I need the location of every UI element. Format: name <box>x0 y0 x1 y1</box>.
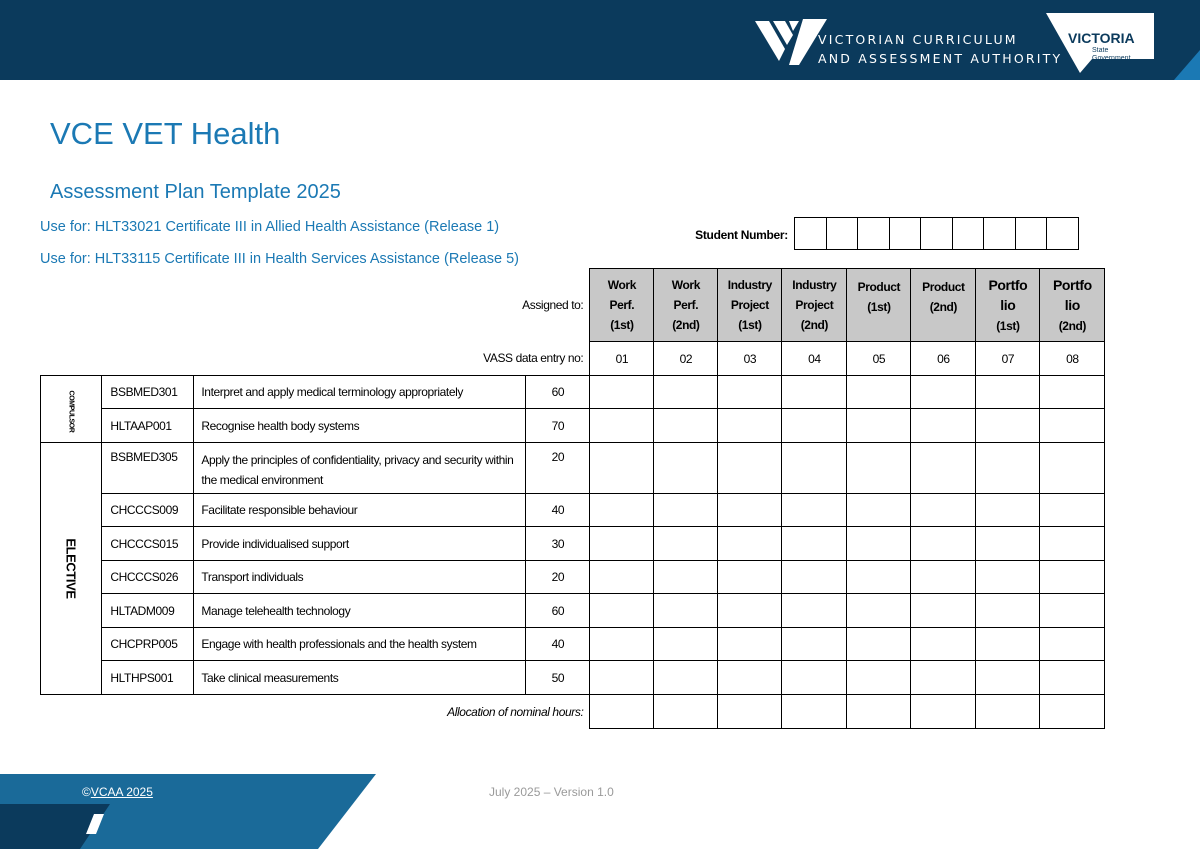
assessment-cell[interactable] <box>654 527 718 561</box>
assigned-to-label: Assigned to: <box>522 298 584 312</box>
unit-name: Transport individuals <box>194 561 526 594</box>
vass-number: 01 <box>590 342 654 376</box>
page-title: VCE VET Health <box>50 116 281 151</box>
allocation-row <box>41 695 1105 729</box>
assessment-cell[interactable] <box>1040 376 1105 409</box>
victoria-logo-subtitle <box>1092 47 1131 63</box>
assessment-cell[interactable] <box>590 594 654 628</box>
assessment-cell[interactable] <box>590 661 654 695</box>
assessment-cell[interactable] <box>976 561 1040 594</box>
assessment-cell[interactable] <box>590 494 654 527</box>
assessment-plan-table <box>40 268 1105 729</box>
table-row <box>41 376 1105 409</box>
assessment-cell[interactable] <box>782 561 847 594</box>
header-corner-stripe <box>1160 0 1200 80</box>
column-header: Portfo lio (1st) <box>976 269 1040 342</box>
assessment-cell[interactable] <box>1040 561 1105 594</box>
org-line-1: VICTORIAN CURRICULUM <box>818 32 1018 47</box>
vass-label: VASS data entry no: <box>483 351 584 366</box>
vass-number: 06 <box>911 342 976 376</box>
student-number-digit[interactable] <box>1047 218 1078 249</box>
copyright-symbol: © <box>82 785 91 799</box>
header-bar <box>0 0 1200 80</box>
vass-number: 05 <box>847 342 911 376</box>
assessment-cell[interactable] <box>782 628 847 661</box>
vass-number: 02 <box>654 342 718 376</box>
vass-number: 07 <box>976 342 1040 376</box>
student-number-digit[interactable] <box>921 218 953 249</box>
use-for-line-1: Use for: HLT33021 Certificate III in Allied Health Assistance (Release 1) <box>40 219 500 235</box>
assessment-cell[interactable] <box>590 376 654 409</box>
assessment-cell[interactable] <box>718 443 782 494</box>
logo-sub-1: State <box>1092 47 1109 54</box>
assessment-cell[interactable] <box>654 376 718 409</box>
allocation-label: Allocation of nominal hours: <box>447 704 584 719</box>
assessment-cell[interactable] <box>590 561 654 594</box>
assessment-cell[interactable] <box>590 527 654 561</box>
unit-hours: 30 <box>526 527 590 561</box>
column-header: Product (2nd) <box>911 269 976 342</box>
unit-hours: 50 <box>526 661 590 695</box>
assessment-cell[interactable] <box>782 376 847 409</box>
unit-code: BSBMED301 <box>102 376 194 409</box>
assessment-cell[interactable] <box>782 661 847 695</box>
compulsory-group-label: COMPULSOR <box>41 376 102 443</box>
assessment-cell[interactable] <box>718 594 782 628</box>
student-number-label: Student Number: <box>695 228 788 242</box>
assessment-cell[interactable] <box>782 409 847 443</box>
assessment-cell[interactable] <box>911 527 976 561</box>
vass-row <box>41 342 1105 376</box>
footer-version: July 2025 – Version 1.0 <box>489 785 614 799</box>
unit-code: HLTADM009 <box>102 594 194 628</box>
assessment-cell[interactable] <box>976 443 1040 494</box>
assessment-cell[interactable] <box>782 494 847 527</box>
assessment-cell[interactable] <box>976 594 1040 628</box>
assessment-cell[interactable] <box>847 527 911 561</box>
assessment-cell[interactable] <box>847 594 911 628</box>
assessment-cell[interactable] <box>1040 409 1105 443</box>
assessment-cell[interactable] <box>1040 443 1105 494</box>
assessment-cell[interactable] <box>782 443 847 494</box>
assessment-cell[interactable] <box>911 661 976 695</box>
assessment-cell[interactable] <box>654 661 718 695</box>
allocation-cell[interactable] <box>590 695 654 729</box>
unit-code: CHCCCS026 <box>102 561 194 594</box>
unit-code: HLTAAP001 <box>102 409 194 443</box>
assessment-cell[interactable] <box>847 443 911 494</box>
assessment-cell[interactable] <box>847 561 911 594</box>
assessment-cell[interactable] <box>1040 661 1105 695</box>
unit-code: CHCPRP005 <box>102 628 194 661</box>
assessment-cell[interactable] <box>847 409 911 443</box>
column-header: Work Perf. (1st) <box>590 269 654 342</box>
assessment-cell[interactable] <box>847 376 911 409</box>
vcaa-logo-icon <box>755 17 827 65</box>
student-number-digit[interactable] <box>1016 218 1048 249</box>
unit-name: Interpret and apply medical terminology appropriately <box>194 376 526 409</box>
assessment-cell[interactable] <box>911 494 976 527</box>
vass-number: 03 <box>718 342 782 376</box>
assessment-cell[interactable] <box>718 527 782 561</box>
assessment-cell[interactable] <box>847 661 911 695</box>
assessment-cell[interactable] <box>654 561 718 594</box>
unit-name: Take clinical measurements <box>194 661 526 695</box>
column-header: Portfo lio (2nd) <box>1040 269 1105 342</box>
assessment-cell[interactable] <box>654 494 718 527</box>
assessment-cell[interactable] <box>1040 594 1105 628</box>
table-row <box>41 443 1105 494</box>
assessment-cell[interactable] <box>718 376 782 409</box>
assessment-cell[interactable] <box>911 628 976 661</box>
unit-hours: 20 <box>526 443 590 494</box>
unit-hours: 70 <box>526 409 590 443</box>
unit-name: Provide individualised support <box>194 527 526 561</box>
allocation-cell[interactable] <box>911 695 976 729</box>
assessment-cell[interactable] <box>718 661 782 695</box>
assessment-cell[interactable] <box>911 376 976 409</box>
student-number-digit[interactable] <box>984 218 1016 249</box>
allocation-cell[interactable] <box>847 695 911 729</box>
allocation-cell[interactable] <box>1040 695 1105 729</box>
use-for-line-2: Use for: HLT33115 Certificate III in Health Services Assistance (Release 5) <box>40 251 519 267</box>
assessment-cell[interactable] <box>590 409 654 443</box>
assessment-cell[interactable] <box>654 628 718 661</box>
assessment-cell[interactable] <box>911 594 976 628</box>
unit-name: Manage telehealth technology <box>194 594 526 628</box>
assessment-cell[interactable] <box>847 628 911 661</box>
table-row <box>41 494 1105 527</box>
footer-copyright <box>82 785 153 799</box>
student-number-digit[interactable] <box>890 218 922 249</box>
assessment-cell[interactable] <box>976 527 1040 561</box>
page-subtitle: Assessment Plan Template 2025 <box>50 181 341 203</box>
column-header: Work Perf. (2nd) <box>654 269 718 342</box>
logo-sub-2: Government <box>1092 55 1131 62</box>
vass-number: 08 <box>1040 342 1105 376</box>
unit-code: CHCCCS009 <box>102 494 194 527</box>
table-row <box>41 527 1105 561</box>
unit-code: CHCCCS015 <box>102 527 194 561</box>
assessment-cell[interactable] <box>718 561 782 594</box>
unit-hours: 60 <box>526 594 590 628</box>
assessment-cell[interactable] <box>590 443 654 494</box>
vcaa-org-name <box>818 30 1062 68</box>
assessment-cell[interactable] <box>847 494 911 527</box>
assessment-cell[interactable] <box>976 409 1040 443</box>
unit-code: BSBMED305 <box>102 443 194 494</box>
unit-name: Apply the principles of confidentiality, privacy and security within the medical environment <box>194 443 526 494</box>
assessment-cell[interactable] <box>782 527 847 561</box>
allocation-cell[interactable] <box>654 695 718 729</box>
unit-code: HLTHPS001 <box>102 661 194 695</box>
vass-number: 04 <box>782 342 847 376</box>
column-header: Industry Project (1st) <box>718 269 782 342</box>
unit-hours: 20 <box>526 561 590 594</box>
assessment-cell[interactable] <box>1040 494 1105 527</box>
copyright-link[interactable]: VCAA 2025 <box>90 785 153 799</box>
allocation-cell[interactable] <box>718 695 782 729</box>
assessment-cell[interactable] <box>1040 527 1105 561</box>
assessment-cell[interactable] <box>1040 628 1105 661</box>
student-number-digit[interactable] <box>953 218 985 249</box>
assigned-to-row <box>41 269 1105 342</box>
unit-name: Facilitate responsible behaviour <box>194 494 526 527</box>
assessment-cell[interactable] <box>782 594 847 628</box>
allocation-cell[interactable] <box>976 695 1040 729</box>
assessment-cell[interactable] <box>976 661 1040 695</box>
table-row <box>41 561 1105 594</box>
elective-group-label: ELECTIVE <box>41 443 102 695</box>
column-header: Industry Project (2nd) <box>782 269 847 342</box>
assessment-cell[interactable] <box>654 409 718 443</box>
assessment-cell[interactable] <box>911 561 976 594</box>
table-row <box>41 594 1105 628</box>
assessment-cell[interactable] <box>654 594 718 628</box>
org-line-2: AND ASSESSMENT AUTHORITY <box>818 51 1063 66</box>
assessment-cell[interactable] <box>654 443 718 494</box>
table-row <box>41 628 1105 661</box>
unit-hours: 60 <box>526 376 590 409</box>
column-header: Product (1st) <box>847 269 911 342</box>
unit-name: Engage with health professionals and the health system <box>194 628 526 661</box>
student-number-digit[interactable] <box>795 218 827 249</box>
assessment-cell[interactable] <box>718 494 782 527</box>
allocation-cell[interactable] <box>782 695 847 729</box>
unit-hours: 40 <box>526 494 590 527</box>
table-row <box>41 409 1105 443</box>
unit-hours: 40 <box>526 628 590 661</box>
assessment-cell[interactable] <box>976 494 1040 527</box>
assessment-cell[interactable] <box>976 628 1040 661</box>
victoria-logo-word: VICTORIA <box>1068 30 1135 46</box>
assessment-cell[interactable] <box>718 628 782 661</box>
unit-name: Recognise health body systems <box>194 409 526 443</box>
assessment-cell[interactable] <box>911 443 976 494</box>
table-row <box>41 661 1105 695</box>
assessment-cell[interactable] <box>911 409 976 443</box>
student-number-boxes[interactable] <box>794 217 1079 250</box>
assessment-cell[interactable] <box>976 376 1040 409</box>
assessment-cell[interactable] <box>590 628 654 661</box>
student-number-digit[interactable] <box>827 218 859 249</box>
assessment-cell[interactable] <box>718 409 782 443</box>
student-number-digit[interactable] <box>858 218 890 249</box>
